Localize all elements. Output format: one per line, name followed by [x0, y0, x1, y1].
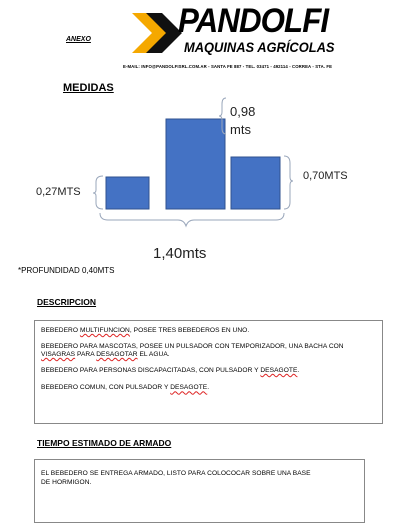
- center-height-value: 0,98: [230, 104, 256, 119]
- annex-label: ANEXO: [66, 36, 91, 43]
- right-height-label: 0,70MTS: [303, 170, 348, 182]
- brand-subtitle: MAQUINAS AGRÍCOLAS: [184, 39, 335, 55]
- description-paragraph-pets: BEBEDERO PARA MASCOTAS, POSEE UN PULSADOR CON TEMPORIZADOR, UNA BACHA CON VISAGRAS PARA DESAGOTAR EL AGUA.: [41, 342, 344, 359]
- center-module-bar: [166, 119, 225, 209]
- assembly-time-box: [34, 459, 365, 523]
- left-module-bar: [106, 177, 149, 209]
- total-width-label: 1,40mts: [153, 245, 207, 262]
- right-height-bracket: [284, 156, 293, 209]
- descripcion-box: [34, 320, 383, 424]
- center-height-label: [230, 103, 270, 139]
- medidas-title: MEDIDAS: [63, 82, 114, 94]
- assembly-time-title: TIEMPO ESTIMADO DE ARMADO: [37, 438, 172, 448]
- description-paragraph-common: BEBEDERO COMUN, CON PULSADOR Y DESAGOTE.: [41, 384, 210, 392]
- descripcion-title: DESCRIPCION: [37, 297, 97, 307]
- description-paragraph-accessible: BEBEDERO PARA PERSONAS DISCAPACITADAS, CON PULSADOR Y DESAGOTE.: [41, 366, 300, 374]
- left-height-bracket: [93, 176, 103, 209]
- left-height-label: 0,27MTS: [36, 186, 81, 198]
- assembly-time-text: EL BEBEDERO SE ENTREGA ARMADO, LISTO PARA COLOCOCAR SOBRE UNA BASE DE HORMIGON.: [41, 470, 311, 486]
- contact-line: E-MAIL: INFO@PANDOLFISRL.COM.AR - SANTA FE 887 - TEL. 03471 - 492114 - CORREA - STA. FE: [123, 64, 333, 69]
- depth-note: *PROFUNDIDAD 0,40MTS: [18, 266, 115, 275]
- center-height-unit: mts: [230, 122, 251, 137]
- description-paragraph-multifunction: BEBEDERO MULTIFUNCION, POSEE TRES BEBEDEROS EN UNO.: [41, 327, 250, 334]
- pandolfi-logo-chevron-icon: [132, 13, 184, 53]
- total-width-bracket: [100, 213, 284, 226]
- brand-name: PANDOLFI: [178, 2, 329, 40]
- right-module-bar: [231, 157, 280, 209]
